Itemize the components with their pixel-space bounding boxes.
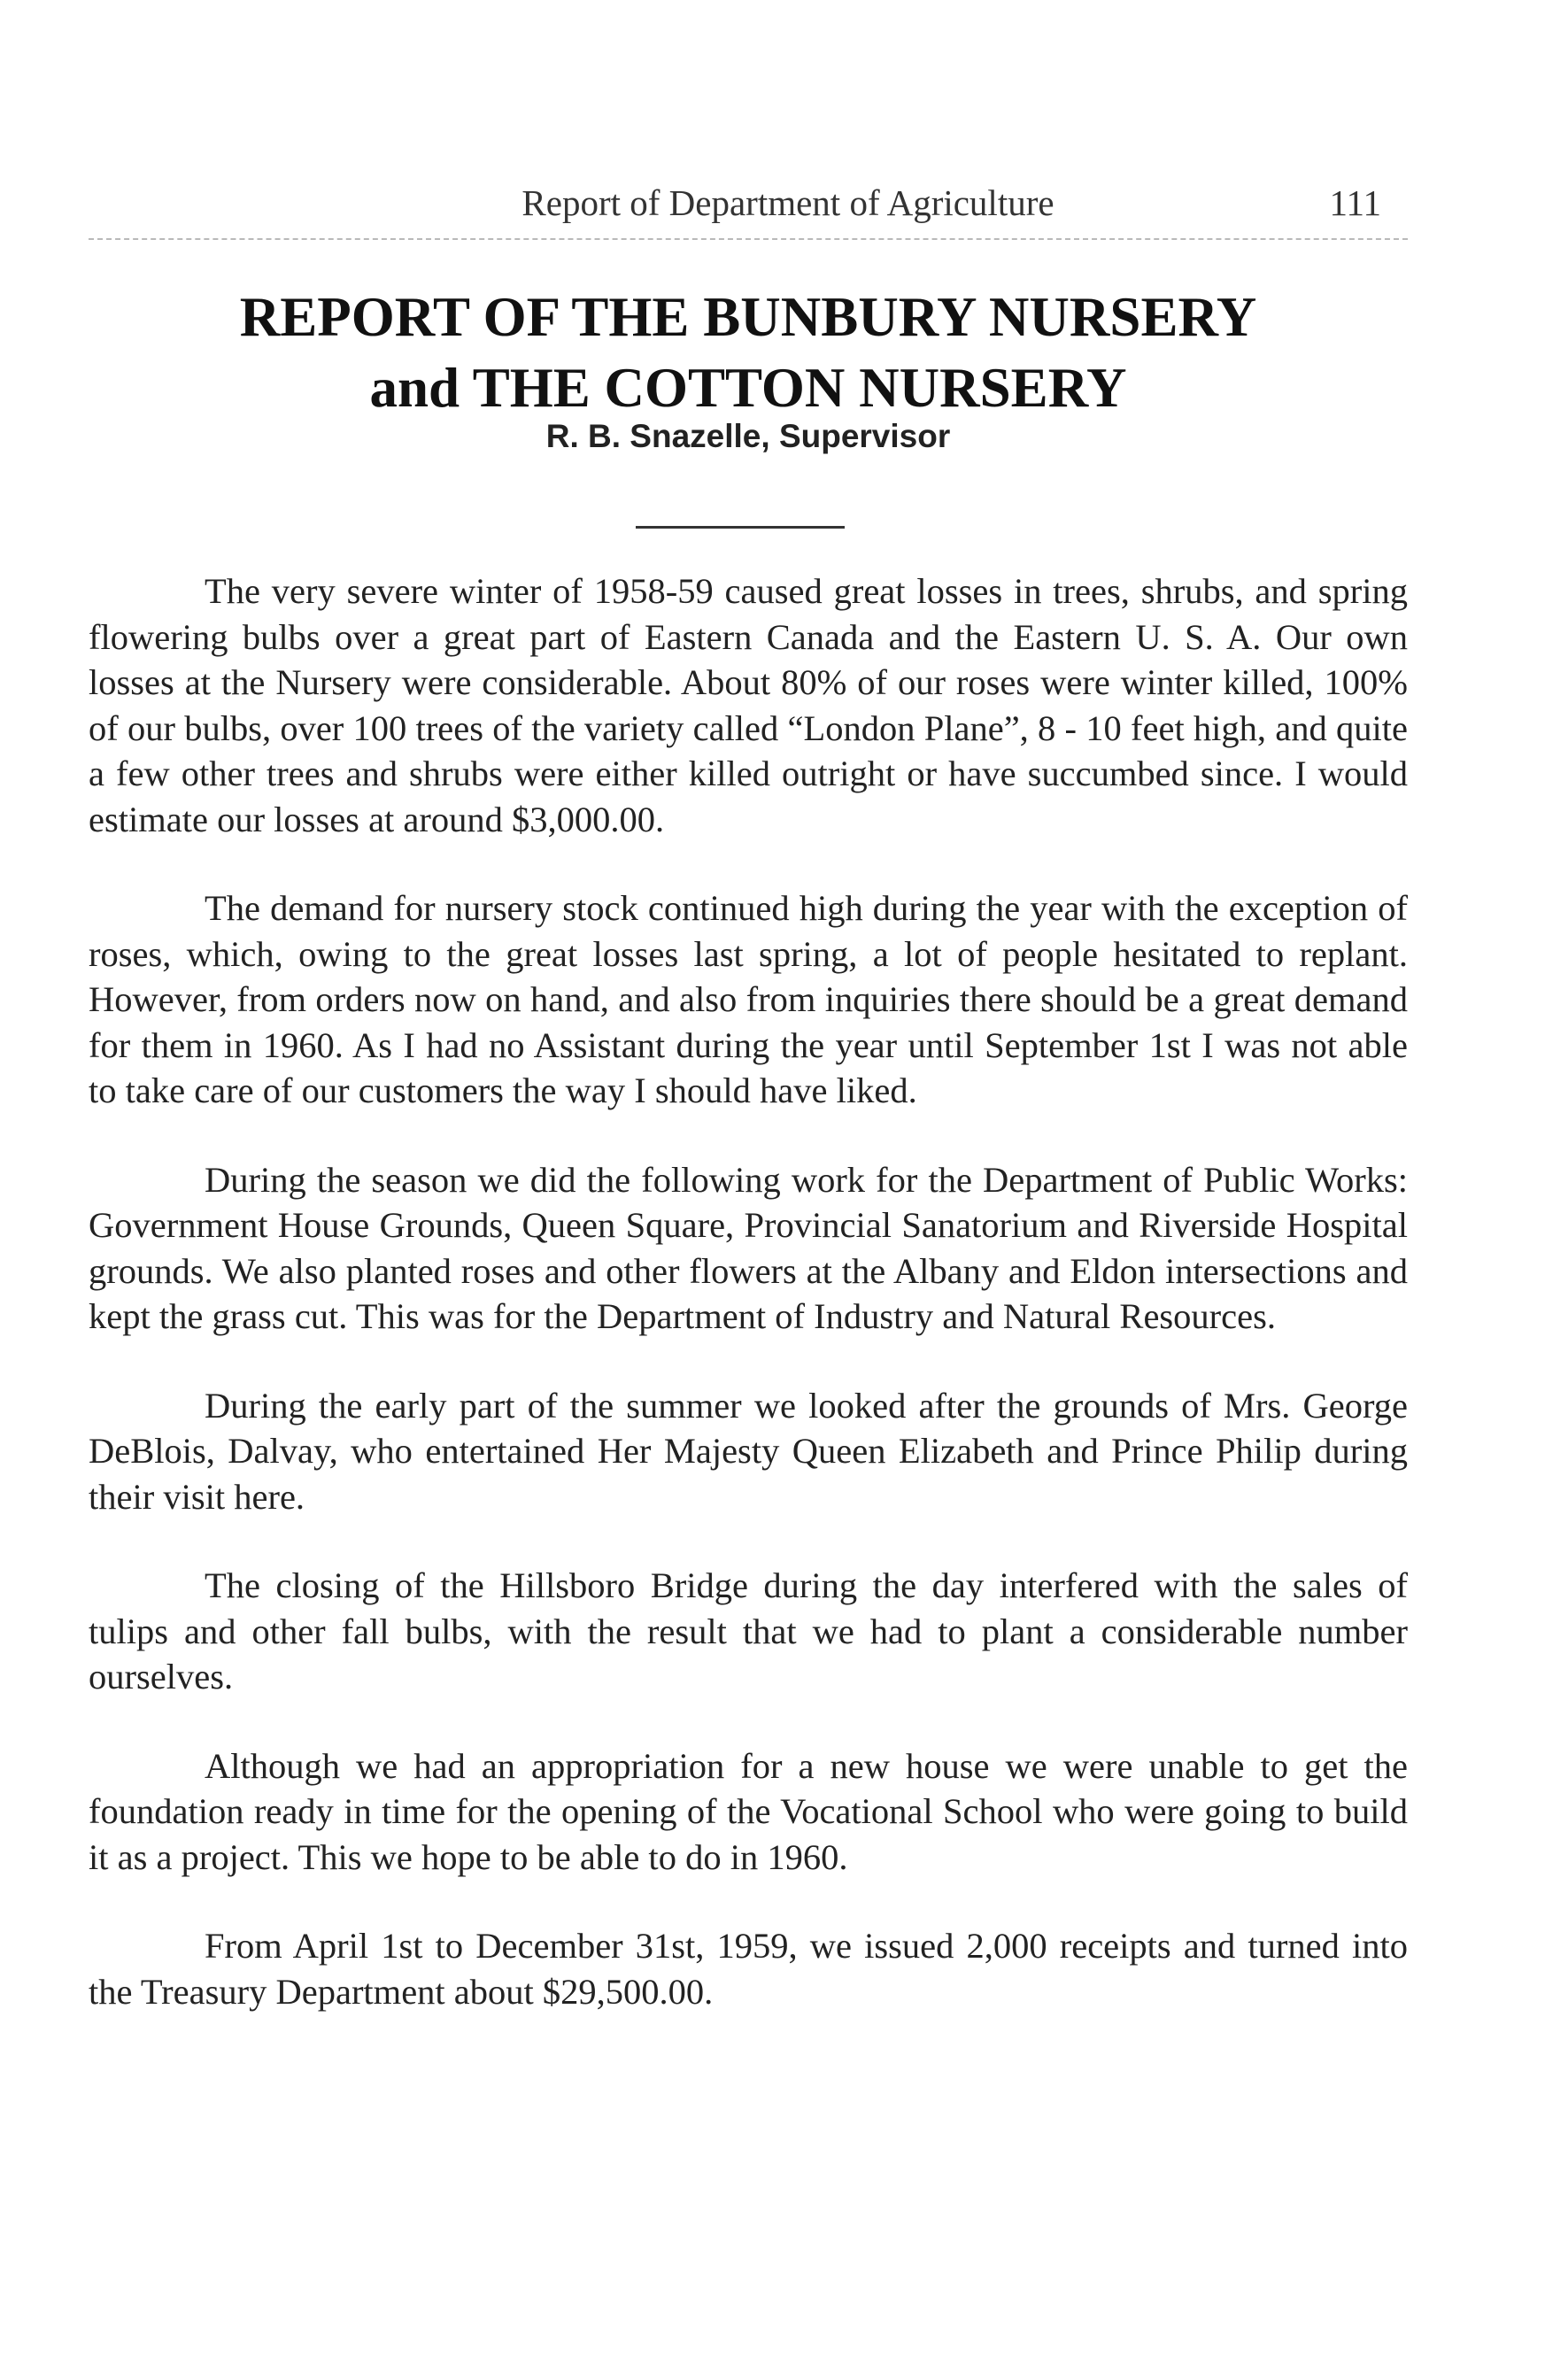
paragraph-new-house: Although we had an appropriation for a new house we were unable to get the foundation ready in time for the opening of the Vocational School who were going to build it as a project. This we hope to be able to do in 1960. [89,1745,1408,1877]
report-title-line-2: and THE COTTON NURSERY [369,357,1127,419]
paragraph-nursery-demand: The demand for nursery stock continued high during the year with the exception of roses, which, owing to the great losses last spring, a lot of people hesitated to replant. However, from orders now on hand, and also from inquiries there should be a great demand for them in 1960. As I had no Assistant during the year until September 1st I was not able to take care of our customers the way I should have liked. [89,888,1408,1110]
author-byline: R. B. Snazelle, Supervisor [545,418,951,454]
paragraph-public-works: During the season we did the following work for the Department of Public Works: Government House Grounds, Queen Square, Provincial Sanatorium and Riverside Hospital grounds. We also planted roses and other flowers at the Albany and Eldon intersections and kept the grass cut. This was for the Department of Industry and Natural Resources. [89,1159,1408,1336]
paragraph-winter-losses: The very severe winter of 1958-59 caused great losses in trees, shrubs, and spring flowering bulbs over a great part of Eastern Canada and the Eastern U. S. A. Our own losses at the Nursery were considerable. About 80% of our roses were winter killed, 100% of our bulbs, over 100 trees of the variety called “London Plane”, 8 - 10 feet high, and quite a few other trees and shrubs were either killed outright or have succumbed since. I would estimate our losses at around $3,000.00. [89,571,1408,839]
title-divider [636,526,845,529]
running-header [89,182,1408,240]
paragraph-hillsboro-bridge: The closing of the Hillsboro Bridge during the day interfered with the sales of tulips and other fall bulbs, with the result that we had to plant a considerable number ourselves. [89,1565,1408,1696]
paragraph-receipts: From April 1st to December 31st, 1959, we issued 2,000 receipts and turned into the Treasury Department about $29,500.00. [89,1926,1408,2012]
paragraph-deblois-grounds: During the early part of the summer we looked after the grounds of Mrs. George DeBlois, Dalvay, who entertained Her Majesty Queen Elizabeth and Prince Philip during their visit here. [89,1385,1408,1517]
report-title [89,282,1408,423]
report-title-line-1: REPORT OF THE BUNBURY NURSERY [239,286,1257,348]
running-head-title: Report of Department of Agriculture [521,182,1054,223]
report-body [89,568,1408,2058]
page-number: 111 [1329,182,1381,223]
